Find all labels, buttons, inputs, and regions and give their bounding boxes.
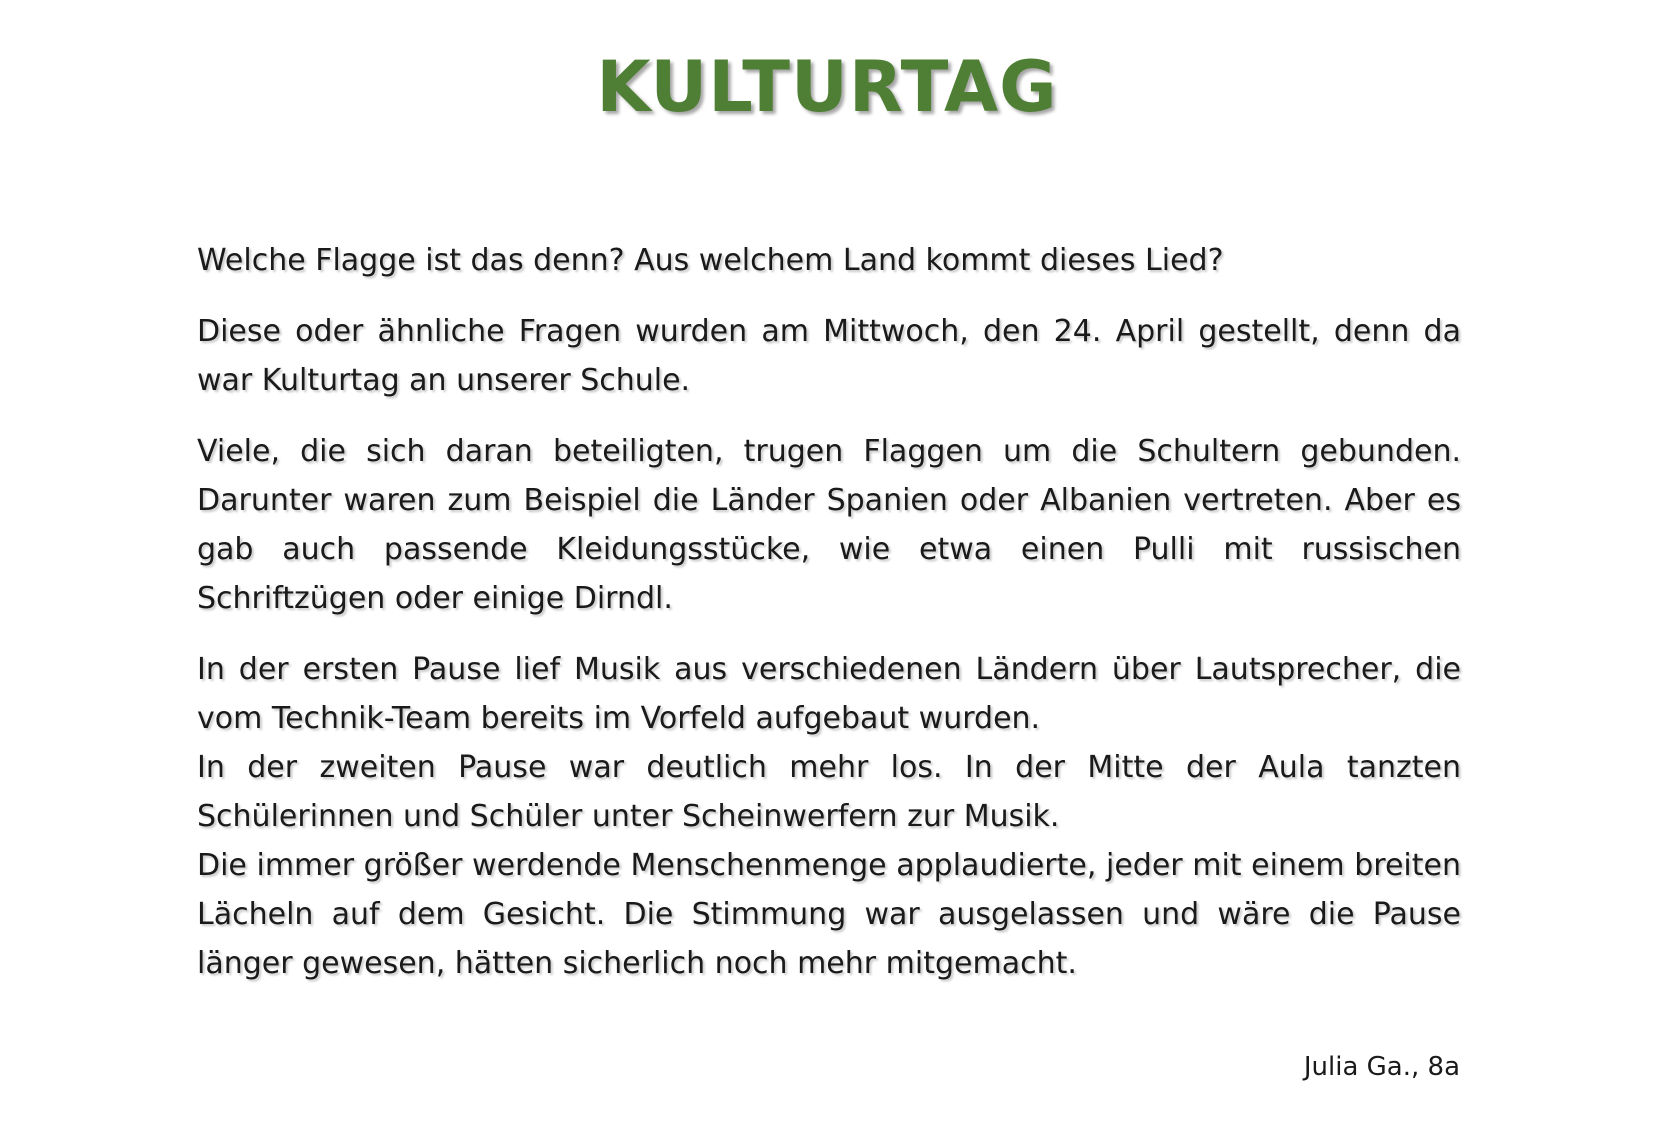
author-signature: Julia Ga., 8a [1303,1052,1460,1082]
paragraph-flags: Viele, die sich daran beteiligten, trugen Flaggen um die Schultern gebunden. Darunter waren zum Beispiel die Länder Spanien oder Albanien vertreten. Aber es gab auch passende Kleidungsstücke, wie etwa einen Pulli mit russischen Schriftzügen oder einige Dirndl. [197,434,1461,616]
paragraph-first-break: In der ersten Pause lief Musik aus verschiedenen Ländern über Lautsprecher, die vom Technik-Team bereits im Vorfeld aufgebaut wurden. [197,652,1461,736]
paragraph-intro: Welche Flagge ist das denn? Aus welchem Land kommt dieses Lied? [197,243,1224,278]
paragraph-second-break: In der zweiten Pause war deutlich mehr los. In der Mitte der Aula tanzten Schülerinnen und Schüler unter Scheinwerfern zur Musik. [197,750,1461,834]
paragraph-date: Diese oder ähnliche Fragen wurden am Mittwoch, den 24. April gestellt, denn da war Kulturtag an unserer Schule. [197,314,1461,398]
article-body [197,236,1461,988]
paragraph-crowd: Die immer größer werdende Menschenmenge applaudierte, jeder mit einem breiten Lächeln auf dem Gesicht. Die Stimmung war ausgelassen und wäre die Pause länger gewesen, hätten sicherlich noch mehr mitgemacht. [197,848,1461,981]
page-title: KULTURTAG [596,46,1058,128]
